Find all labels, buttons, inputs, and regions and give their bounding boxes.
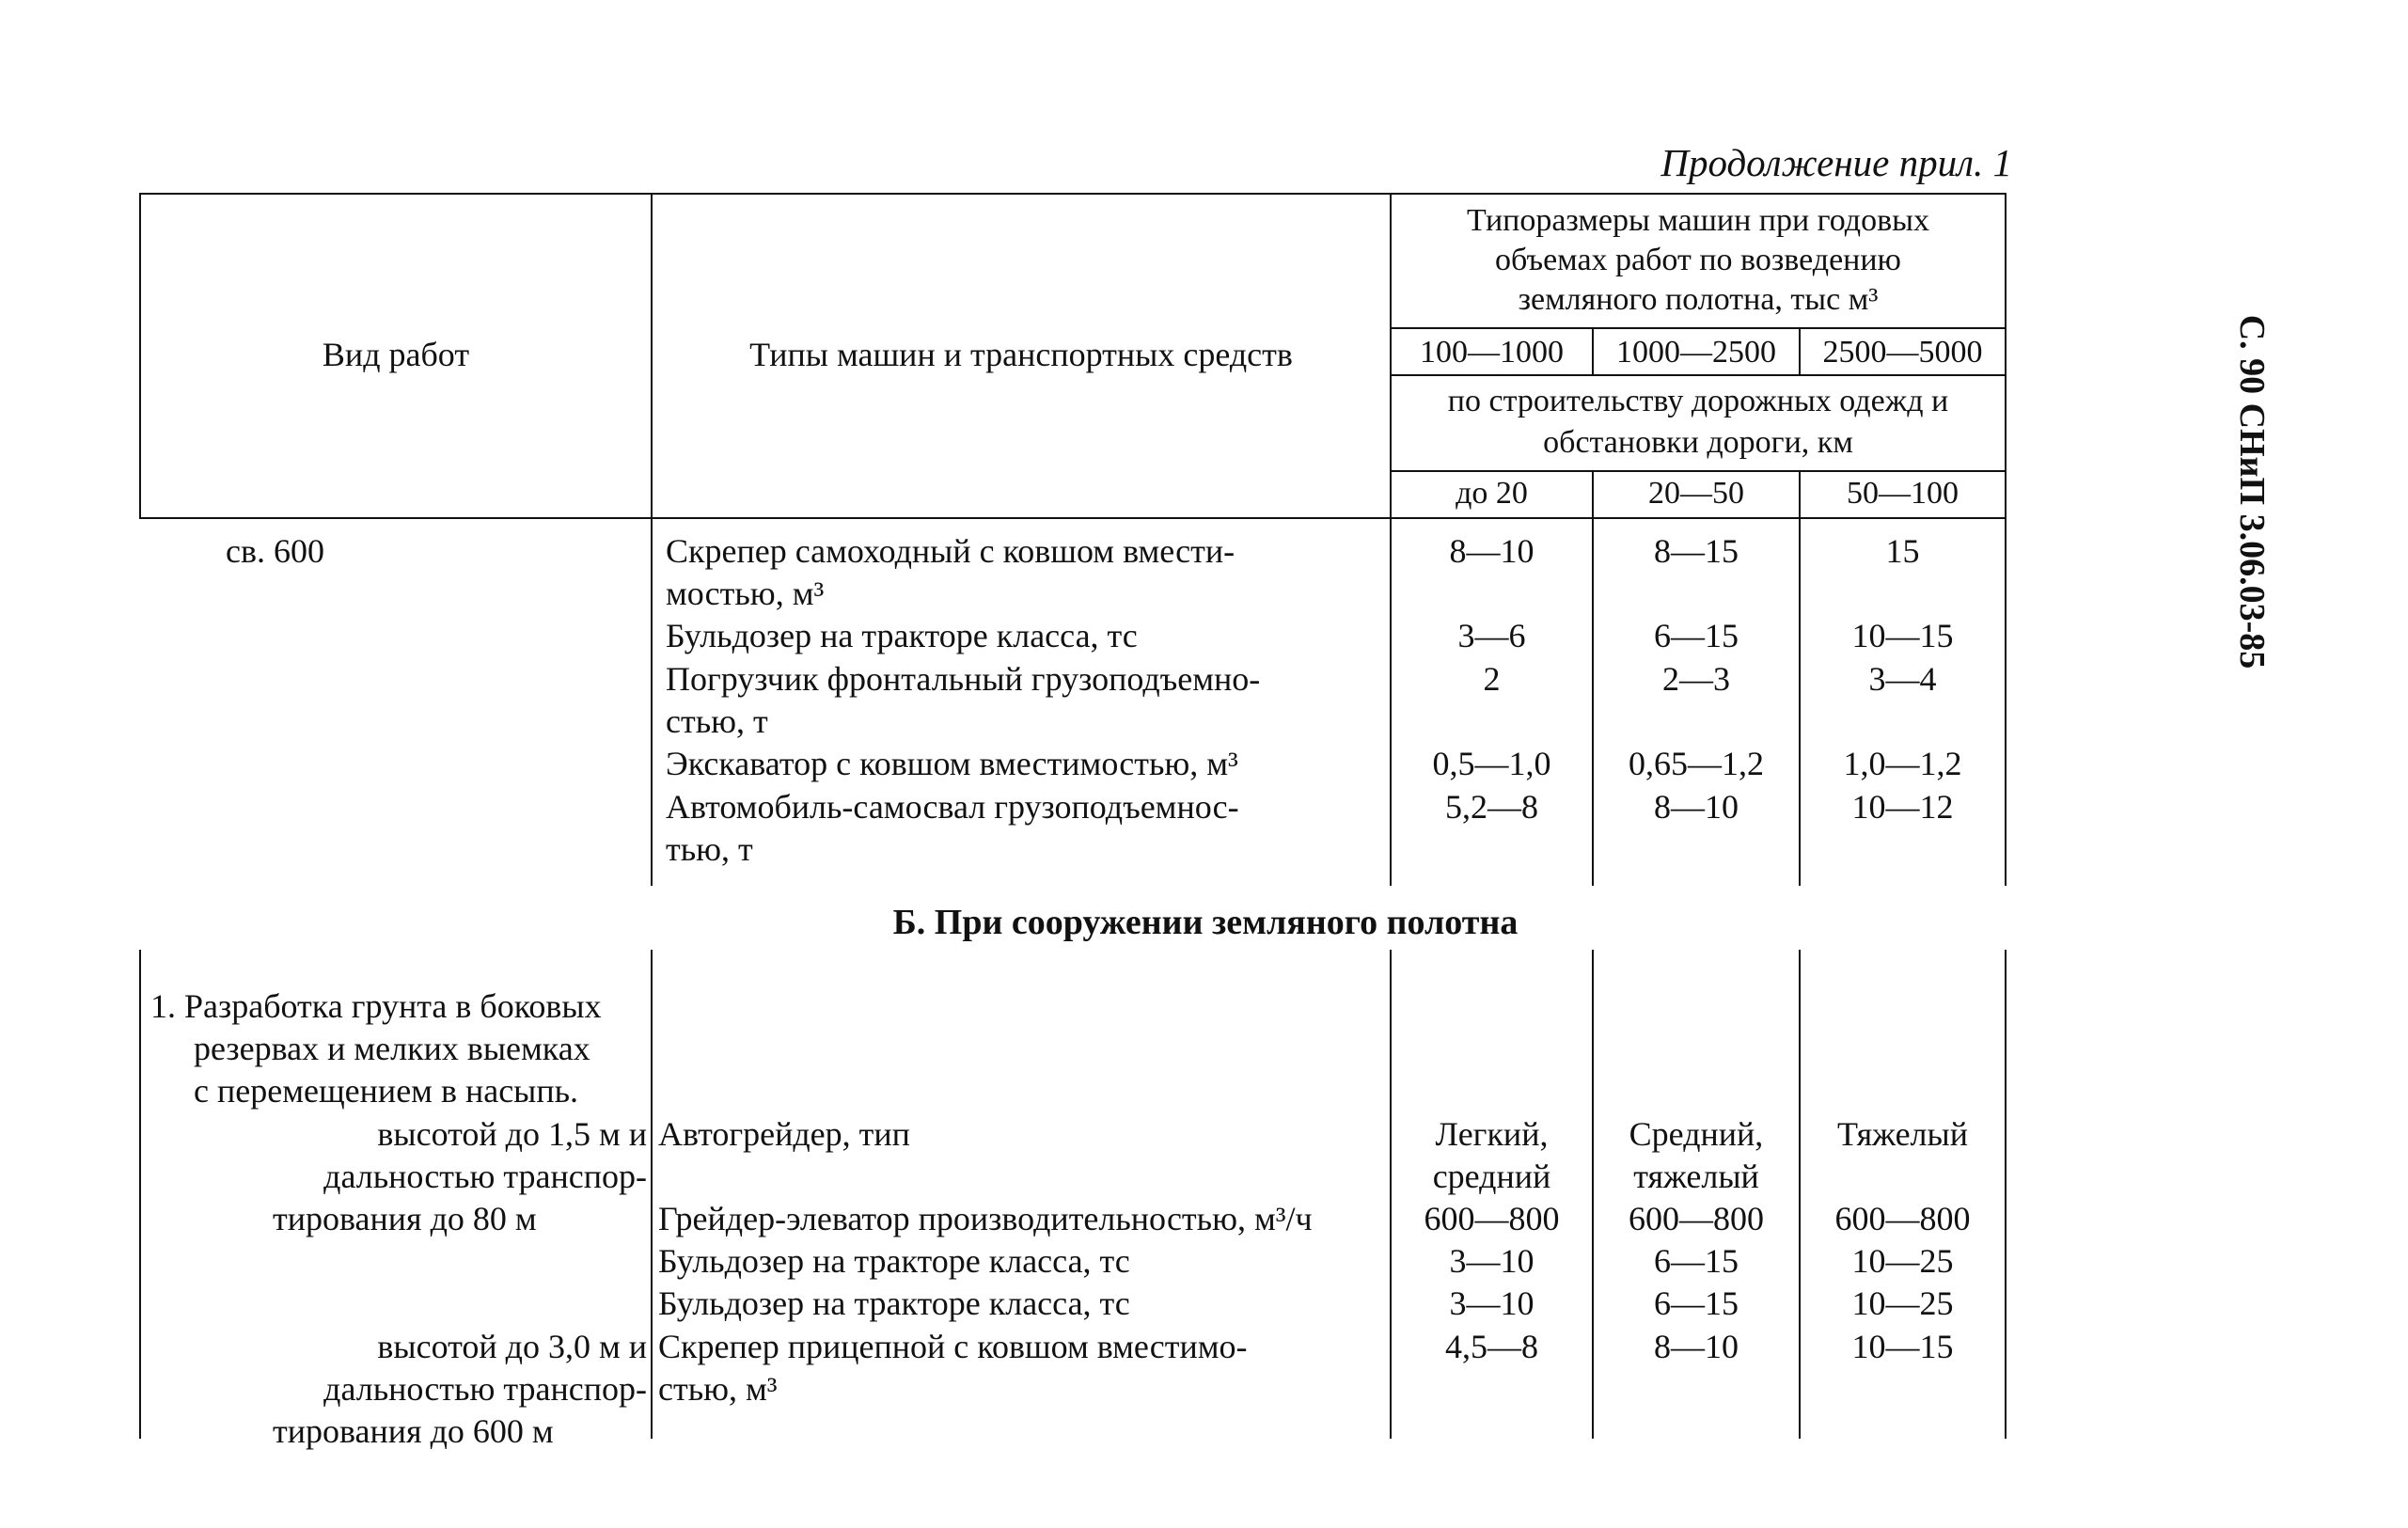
value-cell: 10—15 — [1851, 1328, 1954, 1365]
value-cell: 4,5—8 — [1445, 1328, 1538, 1365]
road-range: 20—50 — [1648, 476, 1744, 511]
document-side-code: С. 90 СНиП 3.06.03-85 — [2232, 314, 2272, 669]
value-cell: Тяжелый — [1837, 1115, 1968, 1153]
value-cell: 10—25 — [1851, 1242, 1954, 1280]
machine-name: мостью, м³ — [666, 575, 825, 612]
work-label: 1. Разработка грунта в боковых — [150, 987, 602, 1025]
machine-name: Грейдер-элеватор производительностью, м³/ч — [658, 1200, 1313, 1237]
header-sizes-line: Типоразмеры машин при годовых — [1467, 203, 1929, 238]
continuation-title: Продолжение прил. 1 — [1660, 141, 2012, 184]
volume-range: 2500—5000 — [1822, 335, 1983, 370]
value-cell: 8—10 — [1654, 788, 1739, 826]
value-cell: 6—15 — [1654, 1242, 1739, 1280]
value-cell: 10—25 — [1851, 1284, 1954, 1322]
value-cell: 600—800 — [1834, 1200, 1971, 1237]
work-label: тирования до 600 м — [273, 1412, 554, 1450]
value-cell: 2 — [1483, 660, 1501, 698]
header-sizes-line: объемах работ по возведению — [1495, 243, 1901, 277]
work-label: высотой до 1,5 м и — [377, 1115, 647, 1153]
section-title: Б. При сооружении земляного полотна — [892, 903, 1519, 942]
road-range: 50—100 — [1847, 476, 1959, 511]
value-cell: 0,5—1,0 — [1432, 745, 1551, 782]
value-cell: 10—15 — [1851, 617, 1954, 654]
value-cell: 600—800 — [1424, 1200, 1560, 1237]
value-cell: 3—4 — [1868, 660, 1937, 698]
work-label: св. 600 — [226, 532, 324, 570]
value-cell: 8—10 — [1654, 1328, 1739, 1365]
value-cell: 10—12 — [1851, 788, 1954, 826]
work-label: с перемещением в насыпь. — [194, 1072, 579, 1110]
value-cell: 5,2—8 — [1445, 788, 1538, 826]
header-work-type: Вид работ — [322, 336, 470, 373]
value-cell: 3—10 — [1449, 1284, 1535, 1322]
value-cell: 3—10 — [1449, 1242, 1535, 1280]
value-cell: 8—15 — [1654, 532, 1739, 570]
header-machine-types: Типы машин и транспортных средств — [749, 336, 1293, 373]
work-label: высотой до 3,0 м и — [377, 1328, 647, 1365]
machine-name: Скрепер самоходный с ковшом вмести- — [666, 532, 1235, 570]
value-cell: 2—3 — [1662, 660, 1730, 698]
work-label: тирования до 80 м — [273, 1200, 537, 1237]
header-sizes-line: земляного полотна, тыс м³ — [1518, 282, 1879, 317]
value-cell: 6—15 — [1654, 1284, 1739, 1322]
value-cell: 3—6 — [1457, 617, 1526, 654]
volume-range: 100—1000 — [1420, 335, 1564, 370]
value-cell: 6—15 — [1654, 617, 1739, 654]
machine-name: стью, т — [666, 702, 768, 740]
value-cell: 1,0—1,2 — [1843, 745, 1962, 782]
work-label: дальностью транспор- — [323, 1158, 647, 1195]
value-cell: 8—10 — [1449, 532, 1535, 570]
value-cell: 600—800 — [1629, 1200, 1764, 1237]
value-cell: Средний, — [1629, 1115, 1764, 1153]
machine-name: Скрепер прицепной с ковшом вместимо- — [658, 1328, 1248, 1365]
machine-name: Погрузчик фронтальный грузоподъемно- — [666, 660, 1261, 698]
machine-name: Бульдозер на тракторе класса, тс — [658, 1242, 1130, 1280]
machine-name: Автогрейдер, тип — [658, 1115, 910, 1153]
volume-range: 1000—2500 — [1616, 335, 1776, 370]
work-label: дальностью транспор- — [323, 1370, 647, 1408]
value-cell: средний — [1432, 1158, 1551, 1195]
machine-name: Автомобиль-самосвал грузоподъемнос- — [666, 788, 1239, 826]
machine-name: Бульдозер на тракторе класса, тс — [658, 1284, 1130, 1322]
value-cell: тяжелый — [1633, 1158, 1759, 1195]
value-cell: 0,65—1,2 — [1629, 745, 1764, 782]
value-cell: Легкий, — [1435, 1115, 1549, 1153]
machine-name: стью, м³ — [658, 1370, 778, 1408]
machine-name: тью, т — [666, 830, 753, 868]
header-road-line: обстановки дороги, км — [1543, 425, 1853, 460]
machine-name: Экскаватор с ковшом вместимостью, м³ — [666, 745, 1238, 782]
road-range: до 20 — [1456, 476, 1528, 511]
value-cell: 15 — [1885, 532, 1920, 570]
machine-name: Бульдозер на тракторе класса, тс — [666, 617, 1138, 654]
header-road-line: по строительству дорожных одежд и — [1447, 384, 1949, 418]
work-label: резервах и мелких выемках — [194, 1030, 590, 1067]
